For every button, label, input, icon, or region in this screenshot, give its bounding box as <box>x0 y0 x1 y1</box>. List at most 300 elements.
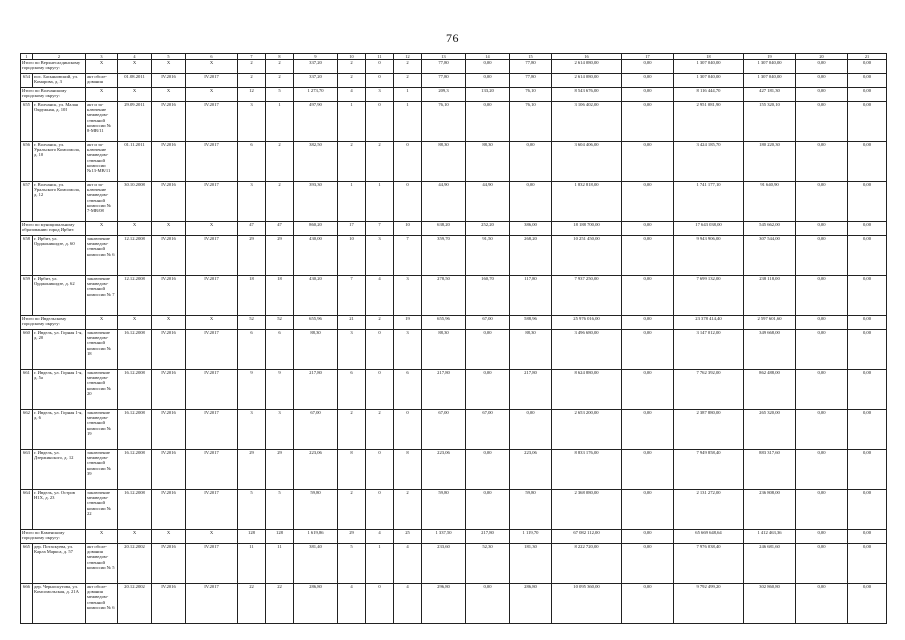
table-cell: 128 <box>266 530 294 544</box>
table-cell: X <box>118 222 152 236</box>
table-cell: 0 <box>394 410 422 450</box>
table-cell: 8 116 444,70 <box>674 88 744 102</box>
table-cell: 0,00 <box>848 410 887 450</box>
table-cell: 7 <box>394 236 422 276</box>
row-number: 666 <box>21 584 33 624</box>
table-cell: 0,00 <box>848 88 887 102</box>
table-cell: IV.2016 <box>152 410 186 450</box>
table-cell: 268,20 <box>510 236 552 276</box>
document-cell: заключение межведом-ственной комиссии № 20 <box>86 370 118 410</box>
table-cell: 0,00 <box>466 60 510 74</box>
table-cell: 12 <box>238 88 266 102</box>
row-number: 660 <box>21 330 33 370</box>
table-cell: 2 <box>366 142 394 182</box>
table-cell: 0 <box>366 490 394 530</box>
table-cell: 0,00 <box>848 530 887 544</box>
table-cell: 497,90 <box>294 102 338 142</box>
table-cell: 22 <box>238 584 266 624</box>
table-cell: 0,00 <box>796 450 848 490</box>
column-number: 2 <box>33 54 86 60</box>
table-cell: IV.2016 <box>152 544 186 584</box>
table-cell: 0 <box>366 60 394 74</box>
table-cell: 0 <box>394 182 422 222</box>
table-cell: 0,00 <box>796 102 848 142</box>
table-cell: 0,00 <box>622 330 674 370</box>
table-cell: 217,80 <box>294 370 338 410</box>
document-cell: заключение межведом-ственной комиссии № 19 <box>86 410 118 450</box>
table-cell: 2 <box>266 60 294 74</box>
table-row <box>21 330 887 370</box>
table-cell: 209,3 <box>422 88 466 102</box>
table-cell: 0 <box>366 74 394 88</box>
table-cell: 1 119,70 <box>510 530 552 544</box>
page-number: 76 <box>446 31 459 45</box>
table-cell: 19 <box>394 316 422 330</box>
table-cell: IV.2017 <box>186 410 238 450</box>
table-cell: 2 <box>338 74 366 88</box>
table-cell: IV.2016 <box>152 584 186 624</box>
table-cell: 0,00 <box>622 490 674 530</box>
address-cell: г. Ивдель, ул. Горная 1-я, д. 5а <box>33 370 86 410</box>
table-cell: 6 <box>238 142 266 182</box>
table-cell: 217,80 <box>510 370 552 410</box>
table-cell: 0,00 <box>848 584 887 624</box>
table-cell: 29 <box>238 236 266 276</box>
table-cell: 0,00 <box>622 276 674 316</box>
address-cell: г. Ивдель, ул. Дзержинского, д. 12 <box>33 450 86 490</box>
table-cell: 236 808,00 <box>744 490 796 530</box>
table-cell: 0,00 <box>622 60 674 74</box>
table-cell: 29 <box>238 450 266 490</box>
table-cell: 0,00 <box>848 102 887 142</box>
table-cell: 67,00 <box>466 410 510 450</box>
table-cell: 0,00 <box>848 236 887 276</box>
table-cell: 30.10.2008 <box>118 182 152 222</box>
table-cell: 3 147 012,00 <box>674 330 744 370</box>
table-cell: 7 937 250,00 <box>552 276 622 316</box>
table-cell: 0,00 <box>466 370 510 410</box>
row-number: 656 <box>21 142 33 182</box>
table-cell: 238 118,00 <box>744 276 796 316</box>
table-cell: 883 317,60 <box>744 450 796 490</box>
table-cell: 180 220,30 <box>744 142 796 182</box>
table-cell: X <box>118 60 152 74</box>
table-cell: IV.2017 <box>186 182 238 222</box>
table-cell: 77,80 <box>422 60 466 74</box>
table-cell: 3 <box>238 410 266 450</box>
table-cell: 9 792 499,20 <box>674 584 744 624</box>
table-cell: 91,50 <box>466 236 510 276</box>
column-number: 16 <box>552 54 622 60</box>
table-cell: 8 543 676,00 <box>552 88 622 102</box>
table-cell: 655,96 <box>422 316 466 330</box>
table-cell: IV.2017 <box>186 102 238 142</box>
table-cell: 25 976 016,00 <box>552 316 622 330</box>
column-number: 21 <box>848 54 887 60</box>
table-cell: 0 <box>366 330 394 370</box>
table-cell: 0,00 <box>622 450 674 490</box>
table-cell: 2 <box>338 142 366 182</box>
row-number: 665 <box>21 544 33 584</box>
column-number: 4 <box>118 54 152 60</box>
table-row <box>21 450 887 490</box>
table-cell: 25 <box>394 530 422 544</box>
table-cell: X <box>118 316 152 330</box>
table-cell: 349 668,00 <box>744 330 796 370</box>
table-cell: 1 307 040,00 <box>744 74 796 88</box>
table-cell: 7 949 858,40 <box>674 450 744 490</box>
table-cell: 427 181,30 <box>744 88 796 102</box>
table-cell: 359,70 <box>422 236 466 276</box>
table-cell: X <box>86 316 118 330</box>
table-cell: 47 <box>266 222 294 236</box>
table-cell: IV.2017 <box>186 544 238 584</box>
table-cell: 76,10 <box>422 102 466 142</box>
column-number: 10 <box>338 54 366 60</box>
table-cell: 20.12.2002 <box>118 544 152 584</box>
table-cell: 6 <box>266 330 294 370</box>
table-cell: 3 <box>366 88 394 102</box>
table-cell: 0,00 <box>848 74 887 88</box>
table-cell: 1 741 177,10 <box>674 182 744 222</box>
table-cell: 67 082 112,00 <box>552 530 622 544</box>
table-cell: 16.12.2008 <box>118 450 152 490</box>
table-row <box>21 544 887 584</box>
subtotal-row <box>21 222 887 236</box>
table-cell: 638,20 <box>422 222 466 236</box>
table-cell: 7 762 392,00 <box>674 370 744 410</box>
table-cell: 0,00 <box>510 142 552 182</box>
table-cell: 0,00 <box>466 490 510 530</box>
table-cell: 01.08.2011 <box>118 74 152 88</box>
table-cell: 3 106 402,00 <box>552 102 622 142</box>
table-row <box>21 410 887 450</box>
table-cell: 76,10 <box>510 102 552 142</box>
table-cell: 1 273,70 <box>294 88 338 102</box>
table-cell: 0,00 <box>796 236 848 276</box>
table-cell: 430,00 <box>294 236 338 276</box>
table-cell: 3 496 680,00 <box>552 330 622 370</box>
address-cell: г. Ирбит, ул. Орджоникидзе, д. 60 <box>33 236 86 276</box>
table-cell: 88,30 <box>510 330 552 370</box>
table-cell: 10 251 450,00 <box>552 236 622 276</box>
table-cell: 1 <box>394 102 422 142</box>
table-cell: 1 337,50 <box>422 530 466 544</box>
table-cell: X <box>152 222 186 236</box>
table-cell: 386,00 <box>510 222 552 236</box>
table-cell: 5 <box>266 88 294 102</box>
table-cell: 862 488,00 <box>744 370 796 410</box>
table-cell: 278,50 <box>422 276 466 316</box>
table-cell: 223,06 <box>422 450 466 490</box>
document-cell: заключение межведом-ственной комиссии № 22 <box>86 490 118 530</box>
table-cell: 10 095 360,00 <box>552 584 622 624</box>
table-row <box>21 74 887 88</box>
table-cell: IV.2016 <box>152 142 186 182</box>
table-cell: 0,00 <box>510 182 552 222</box>
table-cell: IV.2017 <box>186 276 238 316</box>
table-row <box>21 490 887 530</box>
table-cell: 18 188 700,00 <box>552 222 622 236</box>
table-cell: 0,00 <box>466 584 510 624</box>
address-cell: г. Ирбит, ул. Орджоникидзе, д. 62 <box>33 276 86 316</box>
table-cell: 23 378 414,40 <box>674 316 744 330</box>
table-cell: 1 412 463,36 <box>744 530 796 544</box>
table-cell: 29 <box>266 450 294 490</box>
table-cell: 44,90 <box>422 182 466 222</box>
table-cell: 11 <box>238 544 266 584</box>
table-cell: 1 <box>338 102 366 142</box>
document-cell: заключение межведом-ственной комиссии № 6 <box>86 236 118 276</box>
table-row <box>21 182 887 222</box>
column-number: 11 <box>366 54 394 60</box>
column-number: 7 <box>238 54 266 60</box>
table-cell: IV.2016 <box>152 450 186 490</box>
column-number: 13 <box>422 54 466 60</box>
address-cell: г. Волчанск, ул. Уральского Комсомола, д. 12 <box>33 182 86 222</box>
row-number: 659 <box>21 276 33 316</box>
table-cell: 0,00 <box>848 222 887 236</box>
table-cell: 0,00 <box>466 74 510 88</box>
subtotal-label: Итого по Каменскому городскому округу: <box>21 530 86 544</box>
table-cell: 2 951 081,90 <box>674 102 744 142</box>
subtotal-label: Итого по муниципальному образованию город Ирбит: <box>21 222 86 236</box>
table-cell: 0,00 <box>796 276 848 316</box>
table-cell: 59,80 <box>422 490 466 530</box>
table-cell: 133,20 <box>466 88 510 102</box>
table-cell: 4 <box>366 530 394 544</box>
table-cell: 5 <box>238 490 266 530</box>
table-cell: 0,00 <box>796 584 848 624</box>
table-cell: X <box>86 60 118 74</box>
table-cell: 59,80 <box>510 490 552 530</box>
table-cell: 4 <box>394 544 422 584</box>
table-cell: 0,00 <box>622 530 674 544</box>
table-cell: 0,00 <box>848 316 887 330</box>
table-cell: 296,80 <box>422 584 466 624</box>
table-cell: IV.2016 <box>152 236 186 276</box>
column-number: 5 <box>152 54 186 60</box>
column-number: 15 <box>510 54 552 60</box>
table-cell: 0,00 <box>848 450 887 490</box>
table-cell: 1 307 040,00 <box>744 60 796 74</box>
table-cell: 65 669 648,64 <box>674 530 744 544</box>
column-number: 6 <box>186 54 238 60</box>
row-number: 657 <box>21 182 33 222</box>
table-cell: 0,00 <box>848 276 887 316</box>
table-cell: IV.2016 <box>152 102 186 142</box>
table-row <box>21 276 887 316</box>
table-cell: 2 <box>266 142 294 182</box>
column-number: 12 <box>394 54 422 60</box>
document-cell: заключение межведом-ственной комиссии № 18 <box>86 330 118 370</box>
table-cell: X <box>152 530 186 544</box>
table-cell: 8 222 720,00 <box>552 544 622 584</box>
table-cell: 4 <box>366 276 394 316</box>
table-cell: X <box>186 530 238 544</box>
table-cell: 0,00 <box>466 102 510 142</box>
table-cell: 12.12.2008 <box>118 276 152 316</box>
table-cell: 29.09.2011 <box>118 102 152 142</box>
table-cell: 223,06 <box>294 450 338 490</box>
table-cell: 337,20 <box>294 60 338 74</box>
table-cell: 1 <box>366 182 394 222</box>
table-cell: X <box>118 88 152 102</box>
table-cell: 0,00 <box>796 182 848 222</box>
document-cell: заключение межведом-ственной комиссии № 39 <box>86 450 118 490</box>
subtotal-row <box>21 316 887 330</box>
table-cell: 0,00 <box>622 236 674 276</box>
table-cell: IV.2017 <box>186 490 238 530</box>
table-cell: X <box>86 530 118 544</box>
table-cell: IV.2016 <box>152 276 186 316</box>
table-cell: 29 <box>338 530 366 544</box>
table-cell: 1 <box>366 544 394 584</box>
table-cell: 0,00 <box>848 330 887 370</box>
table-cell: 47 <box>238 222 266 236</box>
row-number: 661 <box>21 370 33 410</box>
table-cell: 0,00 <box>622 544 674 584</box>
table-cell: IV.2017 <box>186 450 238 490</box>
table-cell: 12.12.2008 <box>118 236 152 276</box>
table-cell: IV.2016 <box>152 370 186 410</box>
table-cell: 6 <box>338 370 366 410</box>
table-cell: 17 <box>338 222 366 236</box>
subtotal-label: Итого по Ивдельскому городскому округу: <box>21 316 86 330</box>
table-cell: 2 <box>338 490 366 530</box>
table-cell: 217,80 <box>422 370 466 410</box>
subtotal-label: Итого по Верхнесалдинскому городскому округу: <box>21 60 86 74</box>
table-cell: IV.2017 <box>186 142 238 182</box>
table-cell: 5 <box>338 544 366 584</box>
table-cell: 0,00 <box>796 490 848 530</box>
table-cell: 3 <box>394 276 422 316</box>
table-cell: 1 619,86 <box>294 530 338 544</box>
table-cell: 77,80 <box>510 74 552 88</box>
table-cell: 3 <box>266 410 294 450</box>
document-cell: акт обсле-дования межведом-ственной комиссии № 6 <box>86 584 118 624</box>
table-cell: 155 320,10 <box>744 102 796 142</box>
housing-register-table <box>20 53 887 624</box>
table-cell: 1 832 818,00 <box>552 182 622 222</box>
table-cell: 88,30 <box>466 142 510 182</box>
table-cell: 8 <box>338 450 366 490</box>
table-cell: 246 681,60 <box>744 544 796 584</box>
table-cell: 3 <box>366 236 394 276</box>
table-cell: 381,40 <box>294 544 338 584</box>
table-cell: 2 131 272,00 <box>674 490 744 530</box>
table-cell: 6 <box>394 370 422 410</box>
table-cell: 3 <box>338 330 366 370</box>
address-cell: пос. Басьяновский, ул. Комарова, д. 3 <box>33 74 86 88</box>
table-cell: 67,00 <box>294 410 338 450</box>
table-cell: 0,00 <box>796 370 848 410</box>
address-cell: г. Ивдель, ул. Горная 1-я, д. 6 <box>33 410 86 450</box>
table-cell: 0,00 <box>622 410 674 450</box>
column-number: 14 <box>466 54 510 60</box>
table-cell: 223,06 <box>510 450 552 490</box>
table-cell: 117,80 <box>510 276 552 316</box>
table-cell: 1 307 040,00 <box>674 60 744 74</box>
table-cell: X <box>86 88 118 102</box>
table-cell: 0,00 <box>622 370 674 410</box>
table-cell: 0,00 <box>848 490 887 530</box>
table-cell: 9 943 906,00 <box>674 236 744 276</box>
table-cell: 0 <box>366 450 394 490</box>
table-cell: 0,00 <box>622 182 674 222</box>
subtotal-row <box>21 530 887 544</box>
table-cell: 0 <box>394 142 422 182</box>
table-cell: 52,30 <box>466 544 510 584</box>
table-cell: 2 <box>266 74 294 88</box>
table-cell: 393,30 <box>294 182 338 222</box>
table-cell: 88,30 <box>422 142 466 182</box>
table-cell: 7 699 132,00 <box>674 276 744 316</box>
table-cell: 0,00 <box>796 74 848 88</box>
table-cell: 2 368 080,00 <box>552 490 622 530</box>
row-number: 654 <box>21 74 33 88</box>
address-cell: г. Ивдель, ул. Остров Н1Х, д. 23 <box>33 490 86 530</box>
table-cell: 545 662,00 <box>744 222 796 236</box>
table-cell: 2 <box>366 410 394 450</box>
table-cell: 0,00 <box>796 222 848 236</box>
table-cell: 0,00 <box>796 316 848 330</box>
table-cell: 7 <box>366 222 394 236</box>
table-cell: 5 <box>266 490 294 530</box>
table-cell: 1 <box>266 102 294 142</box>
table-cell: IV.2016 <box>152 490 186 530</box>
address-cell: г. Волчанск, ул. Малая Окружная, д. 10I <box>33 102 86 142</box>
table-cell: IV.2016 <box>152 182 186 222</box>
column-number: 1 <box>21 54 33 60</box>
table-cell: 0,00 <box>796 410 848 450</box>
address-cell: г. Ивдель, ул. Горная 1-я, д. 20 <box>33 330 86 370</box>
table-cell: 2 387 880,00 <box>674 410 744 450</box>
table-cell: 233,60 <box>422 544 466 584</box>
table-cell: 88,30 <box>422 330 466 370</box>
table-cell: 0,00 <box>848 370 887 410</box>
table-cell: 252,20 <box>466 222 510 236</box>
column-number: 18 <box>674 54 744 60</box>
table-cell: X <box>152 60 186 74</box>
document-cell: заключение межведом-ственной комиссии № 7 <box>86 276 118 316</box>
table-cell: 430,20 <box>294 276 338 316</box>
table-row <box>21 142 887 182</box>
table-cell: X <box>152 88 186 102</box>
table-cell: 128 <box>238 530 266 544</box>
table-cell: 18 <box>238 276 266 316</box>
table-cell: 0,00 <box>796 330 848 370</box>
table-cell: 588,96 <box>510 316 552 330</box>
table-row <box>21 102 887 142</box>
table-cell: X <box>186 222 238 236</box>
table-cell: X <box>186 60 238 74</box>
table-cell: 44,90 <box>466 182 510 222</box>
address-cell: г. Волчанск, ул. Уральского Комсомола, д. 10 <box>33 142 86 182</box>
document-cell: акт обсле-дования межведом-ственной комиссии № 5 <box>86 544 118 584</box>
table-cell: 6 <box>238 330 266 370</box>
table-cell: 2 614 080,00 <box>552 60 622 74</box>
table-cell: 0,00 <box>622 74 674 88</box>
table-cell: 52 <box>238 316 266 330</box>
table-cell: 4 <box>394 584 422 624</box>
table-cell: 0,00 <box>622 88 674 102</box>
table-cell: 16.12.2008 <box>118 330 152 370</box>
table-cell: 11 <box>266 544 294 584</box>
table-cell: IV.2017 <box>186 370 238 410</box>
table-cell: 0,00 <box>796 544 848 584</box>
table-row <box>21 584 887 624</box>
